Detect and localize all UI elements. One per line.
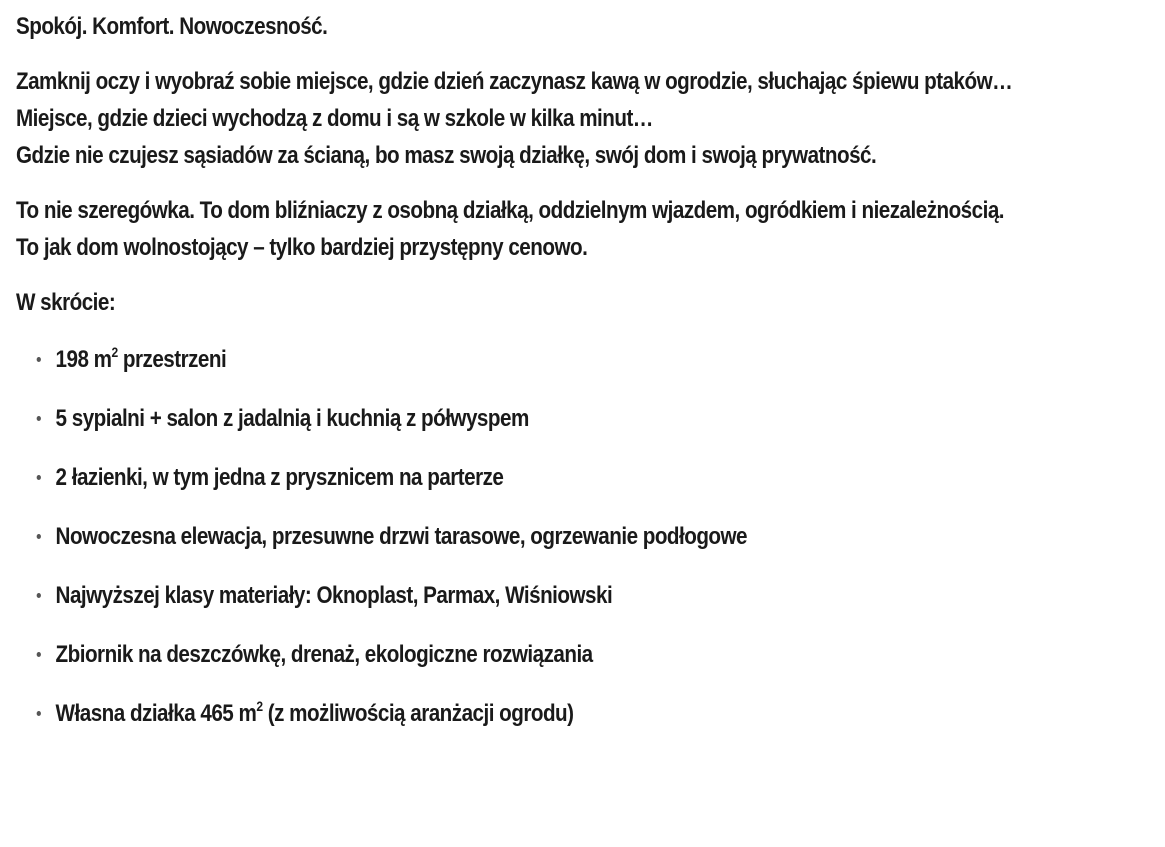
feature-text: 5 sypialni + salon z jadalnią i kuchnią z półwyspem bbox=[55, 405, 529, 432]
listing-description bbox=[16, 8, 1143, 754]
bullet-icon bbox=[37, 711, 41, 716]
bullet-icon bbox=[37, 652, 41, 657]
bullet-icon bbox=[37, 534, 41, 539]
list-item bbox=[16, 459, 1143, 518]
list-item bbox=[16, 695, 1143, 754]
description-paragraph bbox=[16, 192, 1143, 266]
description-line-2: To jak dom wolnostojący – tylko bardziej przystępny cenowo. bbox=[16, 234, 588, 261]
feature-text: 198 m bbox=[55, 346, 112, 373]
bullet-icon bbox=[37, 357, 41, 362]
feature-text: Własna działka 465 m bbox=[55, 700, 257, 727]
intro-paragraph bbox=[16, 63, 1143, 174]
bullet-icon bbox=[37, 475, 41, 480]
superscript: 2 bbox=[111, 344, 118, 360]
bullet-icon bbox=[37, 416, 41, 421]
features-list bbox=[16, 341, 1143, 754]
summary-label: W skrócie: bbox=[16, 289, 116, 316]
list-item bbox=[16, 518, 1143, 577]
list-item bbox=[16, 400, 1143, 459]
list-item bbox=[16, 577, 1143, 636]
headline: Spokój. Komfort. Nowoczesność. bbox=[16, 13, 328, 40]
feature-text: Zbiornik na deszczówkę, drenaż, ekologiczne rozwiązania bbox=[55, 641, 593, 668]
intro-line-3: Gdzie nie czujesz sąsiadów za ścianą, bo masz swoją działkę, swój dom i swoją prywatność. bbox=[16, 142, 877, 169]
superscript: 2 bbox=[256, 698, 263, 714]
feature-text: 2 łazienki, w tym jedna z prysznicem na parterze bbox=[55, 464, 504, 491]
list-item bbox=[16, 636, 1143, 695]
feature-text: Nowoczesna elewacja, przesuwne drzwi tarasowe, ogrzewanie podłogowe bbox=[55, 523, 748, 550]
intro-line-1: Zamknij oczy i wyobraź sobie miejsce, gdzie dzień zaczynasz kawą w ogrodzie, słuchając śpiewu ptaków… bbox=[16, 68, 1013, 95]
description-line-1: To nie szeregówka. To dom bliźniaczy z osobną działką, oddzielnym wjazdem, ogródkiem i niezależnością. bbox=[16, 197, 1005, 224]
feature-text: Najwyższej klasy materiały: Oknoplast, Parmax, Wiśniowski bbox=[55, 582, 613, 609]
feature-text-rest: (z możliwością aranżacji ogrodu) bbox=[262, 700, 574, 727]
feature-text-rest: przestrzeni bbox=[117, 346, 227, 373]
bullet-icon bbox=[37, 593, 41, 598]
intro-line-2: Miejsce, gdzie dzieci wychodzą z domu i są w szkole w kilka minut… bbox=[16, 105, 653, 132]
list-item bbox=[16, 341, 1143, 400]
